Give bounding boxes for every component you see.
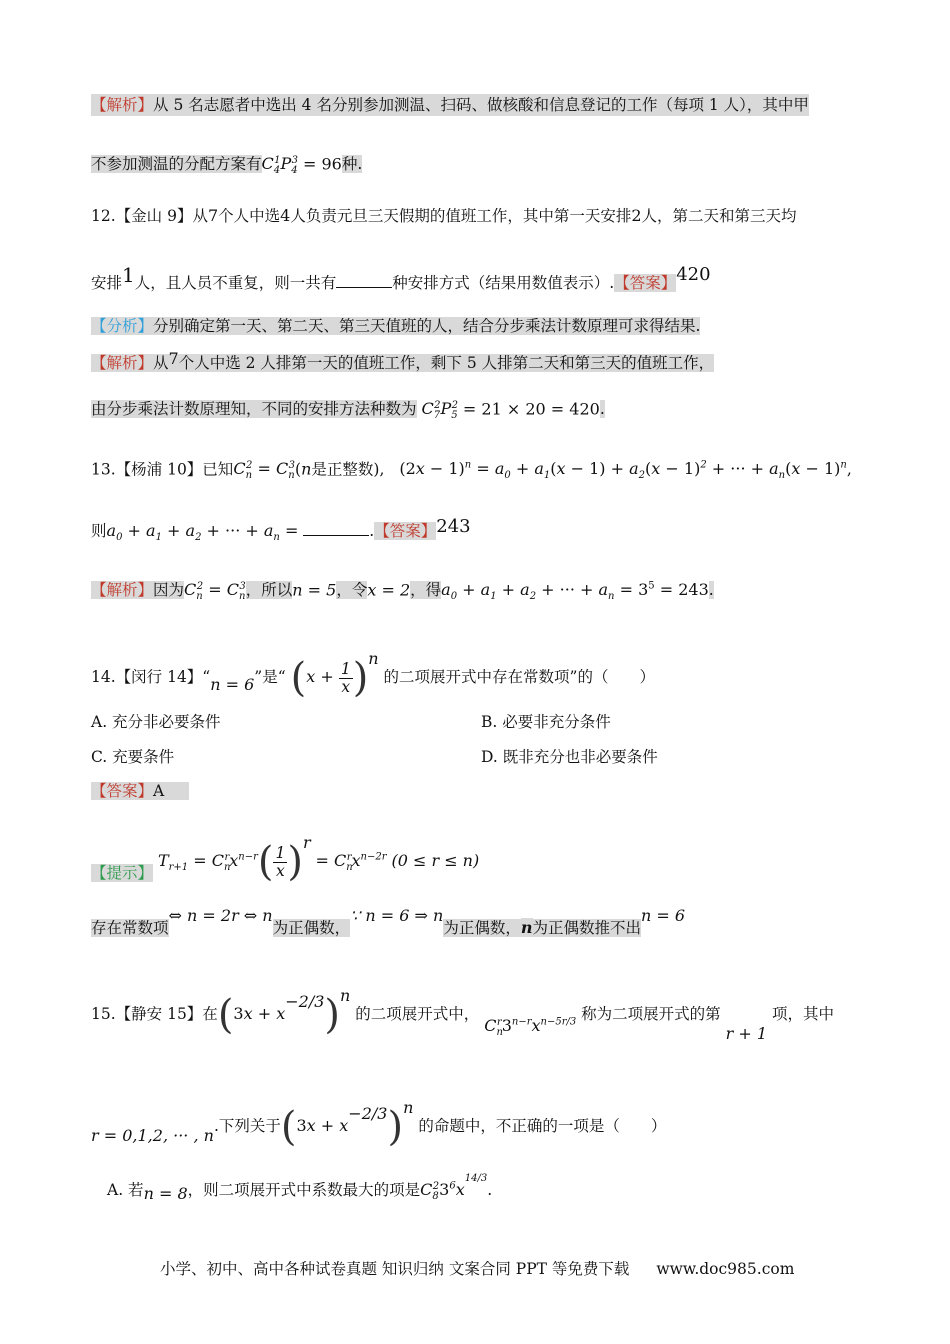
formula-c4-p4: $C_4^1P_4^3$ — [261, 154, 299, 177]
q14-hint: 【提示】 $T_{r+1} = C_n^rx^{n-r}$( $\frac{1}{x}$ )$^r = C_n^rx^{n-2r}$ (0 ≤ r ≤ n) — [91, 833, 480, 885]
q15-line2: r = 0,1,2, ··· , n.下列关于$(3x + x^{-2/3})^n$ 的命题中，不正确的一项是（ ） — [91, 1098, 667, 1150]
q14-option-b: B. 必要非充分条件 — [481, 713, 611, 731]
q12-solution-line2: 由分步乘法计数原理知，不同的安排方法种数为 $C_7^2P_5^2 = 21 \times 20 = 420$. — [91, 399, 605, 422]
q14-option-a: A. 充分非必要条件 — [91, 713, 221, 731]
q15-option-a: A. 若n = 8，则二项展开式中系数最大的项是$C_8^23^6x^{14/3}$. — [107, 1173, 493, 1203]
q14-answer: 【答案】A — [91, 780, 189, 802]
q13-solution: 【解析】因为$C_n^2 = C_n^3$，所以n = 5，令x = 2，得$a_0 + a_1 + a_2$ + ··· + $a_n = 3^5 = 243$. — [91, 580, 714, 603]
answer-blank — [303, 521, 369, 536]
q14-line1: 14.【闵行 14】“n = 6”是“ (x + $\frac{1}{x}$ )$^n$ 的二项展开式中存在常数项”的（ ） — [91, 649, 655, 701]
footer — [160, 1257, 794, 1279]
solution-tag: 【解析】 — [91, 96, 154, 114]
formula-sum-a: $a_0 + a_1 + a_2$ + ··· + $a_n$ = — [106, 521, 299, 544]
q14-conclusion: 存在常数项⇔ n = 2r ⇔ n为正偶数，∵ n = 6 ⇒ n为正偶数，n为正偶数推不出n = 6 — [91, 906, 686, 937]
answer-blank — [336, 273, 392, 288]
q11-solution-line2: 不参加测温的分配方案有$C_4^1P_4^3 = 96$种. — [91, 154, 363, 177]
q12-solution-line1: 【解析】从7个人中选 2 人排第一天的值班工作，剩下 5 人排第二天和第三天的值班工作， — [91, 349, 715, 372]
formula-cn2-eq-cn3: $C_n^2 = C_n^3$ — [233, 459, 296, 482]
q13-line2: 则$a_0 + a_1 + a_2$ + ··· + $a_n$ = .【答案】243 — [91, 516, 471, 544]
formula-c7-p5: $C_7^2P_5^2$ — [421, 399, 458, 422]
q15-line1: 15.【静安 15】在$(3x + x^{-2/3})^n$ 的二项展开式中， $C_n^r3^{n-r}x^{n-5r/3}$ 称为二项展开式的第 r + 1 项，其中 — [91, 986, 834, 1043]
fraction-1-over-x: $\frac{1}{x}$ — [340, 659, 351, 696]
footer-text: 小学、初中、高中各种试卷真题 知识归纳 文案合同 PPT 等免费下载 — [160, 1260, 630, 1278]
answer-tag: 【答案】 — [614, 274, 677, 292]
q13-line1: 13.【杨浦 10】已知$C_n^2 = C_n^3(n$是正整数), $(2x - 1)^n = a_0 + a_1(x - 1) + a_2(x - 1)^2$ + ··· + $a_n(x - 1)^n$, — [91, 459, 852, 482]
footer-url[interactable]: www.doc985.com — [656, 1260, 795, 1278]
answer-value: 420 — [676, 264, 711, 285]
q12-line2: 安排1人，且人员不重复，则一共有 种安排方式（结果用数值表示）.【答案】420 — [91, 263, 711, 292]
solution-text: 从 5 名志愿者中选出 4 名分别参加测温、扫码、做核酸和信息登记的工作（每项 1 人），其中甲 — [153, 96, 809, 114]
q14-option-c: C. 充要条件 — [91, 748, 175, 766]
q11-solution-line1 — [91, 94, 809, 116]
analysis-tag: 【分析】 — [91, 317, 154, 335]
q14-option-d: D. 既非充分也非必要条件 — [481, 748, 658, 766]
formula-expansion: $(2x - 1)^n = a_0 + a_1(x - 1) + a_2(x - 1)^2$ + ··· + $a_n(x - 1)^n$ — [399, 459, 847, 482]
q12-line1: 12.【金山 9】从7个人中选4人负责元旦三天假期的值班工作，其中第一天安排2人，第二天和第三天均 — [91, 206, 797, 225]
formula-general-term: $C_n^r3^{n-r}x^{n-5r/3}$ — [484, 1016, 577, 1039]
q12-analysis: 【分析】分别确定第一天、第二天、第三天值班的人，结合分步乘法计数原理可求得结果. — [91, 317, 701, 335]
